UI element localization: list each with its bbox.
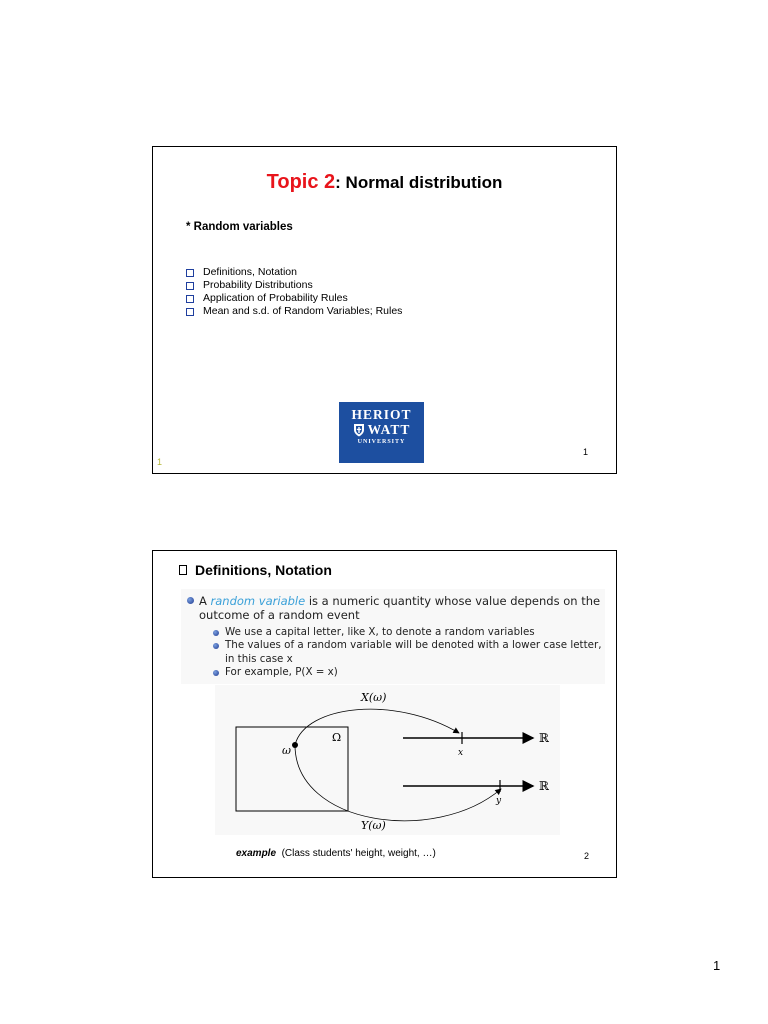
- corner-number: 1: [157, 457, 163, 467]
- sub-bullet-list: [225, 626, 605, 679]
- slide-number: 2: [583, 851, 589, 861]
- crest-icon: [353, 423, 365, 437]
- subheading: * Random variables: [186, 221, 293, 233]
- bullet-dot-icon: [213, 630, 219, 636]
- topic-label: Topic 2: [266, 171, 336, 193]
- slide-title: [153, 171, 616, 194]
- slide-1: [152, 146, 617, 474]
- bullet-dot-icon: [213, 643, 219, 649]
- square-bullet-icon: [186, 269, 194, 277]
- sample-space-label: Ω: [332, 731, 342, 744]
- slide-2: [152, 550, 617, 878]
- example-label: example: [236, 848, 277, 859]
- logo-line-3: UNIVERSITY: [357, 439, 406, 445]
- slide-number: 1: [582, 447, 588, 457]
- random-variable-diagram: [215, 685, 560, 835]
- list-item: Probability Distributions: [186, 279, 402, 292]
- list-item: We use a capital letter, like X, to denote a random variables: [225, 626, 605, 639]
- omega-label: ω: [282, 744, 291, 757]
- square-bullet-icon: [186, 282, 194, 290]
- list-item: The values of a random variable will be denoted with a lower case letter, in this case x: [225, 639, 605, 666]
- mapping-arrow-y: [295, 745, 501, 821]
- example-text: (Class students' height, weight, …): [281, 848, 436, 859]
- reals-label-bottom: ℝ: [539, 779, 549, 793]
- university-logo: [339, 402, 424, 463]
- logo-line-1: HERIOT: [351, 407, 412, 422]
- bullet-list: [186, 266, 402, 318]
- x-value-label: x: [458, 748, 464, 758]
- reals-label-top: ℝ: [539, 731, 549, 745]
- square-bullet-icon: [186, 295, 194, 303]
- list-item: Definitions, Notation: [186, 266, 402, 279]
- bullet-dot-icon: [213, 670, 219, 676]
- slide-title: Definitions, Notation: [179, 562, 332, 578]
- example-caption: [236, 848, 436, 859]
- x-mapping-label: X(ω): [361, 691, 387, 704]
- y-mapping-label: Y(ω): [361, 819, 386, 832]
- highlighted-term: random variable: [210, 594, 306, 608]
- title-text: : Normal distribution: [335, 173, 503, 192]
- square-bullet-icon: [186, 308, 194, 316]
- content-block: [181, 589, 605, 684]
- list-item: Mean and s.d. of Random Variables; Rules: [186, 305, 402, 318]
- logo-line-2: WATT: [367, 422, 411, 437]
- main-bullet: A random variable is a numeric quantity whose value depends on the outcome of a random event: [199, 594, 601, 622]
- list-item: For example, P(X = x): [225, 666, 605, 679]
- square-bullet-icon: [179, 565, 187, 575]
- y-value-label: y: [496, 796, 502, 806]
- list-item: Application of Probability Rules: [186, 292, 402, 305]
- page-number: 1: [713, 958, 721, 973]
- bullet-dot-icon: [187, 597, 194, 604]
